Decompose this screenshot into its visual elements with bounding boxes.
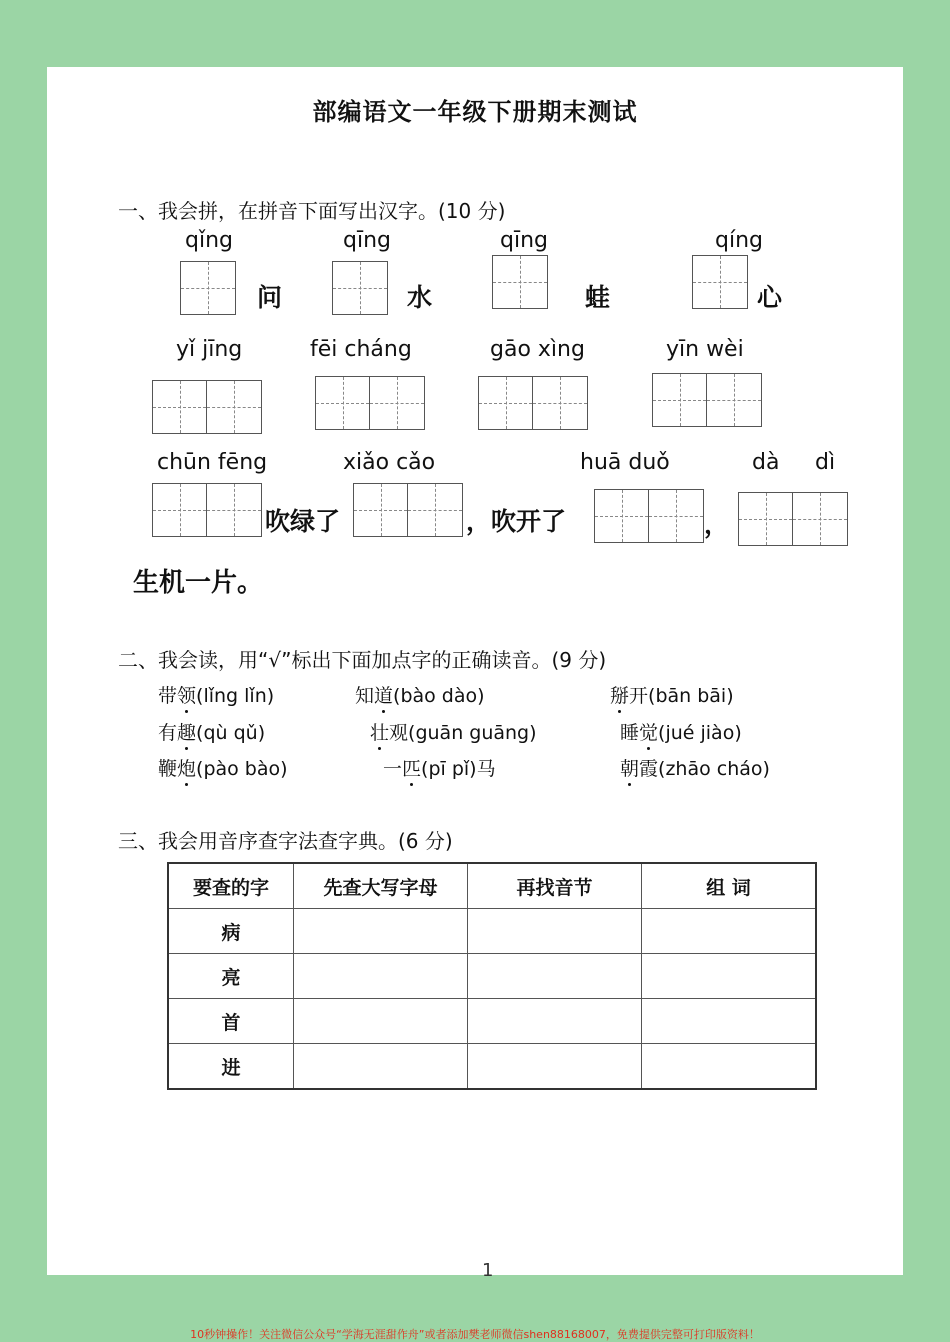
reading-item: 有趣(qù qǔ): [158, 718, 265, 745]
word-box[interactable]: [478, 376, 588, 430]
page-number: 1: [482, 1260, 494, 1281]
answer-cell[interactable]: [468, 909, 642, 954]
reading-item: 掰开(bān bāi): [610, 681, 734, 708]
pinyin: qǐng: [185, 228, 233, 253]
page-title: 部编语文一年级下册期末测试: [312, 98, 638, 126]
sentence-ending: 生机一片。: [133, 568, 264, 598]
section2-heading: 二、我会读，用“√”标出下面加点字的正确读音。(9 分): [118, 648, 607, 672]
table-row: [168, 1044, 816, 1090]
table-header-row: [168, 863, 816, 909]
word-box[interactable]: [315, 376, 425, 430]
word-box[interactable]: [652, 373, 762, 427]
answer-cell[interactable]: [642, 909, 817, 954]
pinyin: dà: [752, 450, 780, 475]
word-box[interactable]: [738, 492, 848, 546]
char-box[interactable]: [180, 261, 236, 315]
reading-item: 朝霞(zhāo cháo): [620, 754, 770, 781]
word-box[interactable]: [594, 489, 704, 543]
column-header: 组 词: [642, 863, 817, 909]
given-char: 心: [757, 283, 783, 312]
char-box[interactable]: [332, 261, 388, 315]
word-box[interactable]: [152, 380, 262, 434]
answer-cell[interactable]: [294, 999, 468, 1044]
lookup-char: 首: [168, 999, 294, 1044]
reading-item: 知道(bào dào): [355, 681, 485, 708]
answer-cell[interactable]: [294, 909, 468, 954]
answer-cell[interactable]: [642, 999, 817, 1044]
word-box[interactable]: [152, 483, 262, 537]
column-header: 先查大写字母: [294, 863, 468, 909]
sentence-text: ，吹开了: [466, 507, 567, 536]
reading-item: 睡觉(jué jiào): [620, 718, 742, 745]
answer-cell[interactable]: [642, 1044, 817, 1090]
pinyin: yǐ jīng: [176, 337, 243, 362]
pinyin: huā duǒ: [580, 450, 670, 475]
dictionary-table: [167, 862, 817, 1090]
reading-item: 带领(lǐng lǐn): [158, 681, 274, 708]
pinyin: qīng: [343, 228, 391, 253]
answer-cell[interactable]: [294, 1044, 468, 1090]
section3-heading: 三、我会用音序查字法查字典。(6 分): [118, 829, 453, 853]
char-box[interactable]: [492, 255, 548, 309]
section1-heading: 一、我会拼，在拼音下面写出汉字。(10 分): [118, 199, 506, 223]
sentence-text: 吹绿了: [265, 507, 341, 536]
char-box[interactable]: [692, 255, 748, 309]
given-char: 问: [257, 283, 283, 312]
column-header: 要查的字: [168, 863, 294, 909]
pinyin: qíng: [715, 228, 763, 253]
answer-cell[interactable]: [294, 954, 468, 999]
pinyin: dì: [815, 450, 836, 475]
sentence-text: ，: [704, 510, 730, 539]
table-row: [168, 999, 816, 1044]
pinyin: gāo xìng: [490, 337, 585, 362]
word-box[interactable]: [353, 483, 463, 537]
answer-cell[interactable]: [642, 954, 817, 999]
answer-cell[interactable]: [468, 1044, 642, 1090]
pinyin: yīn wèi: [666, 337, 744, 362]
reading-item: 鞭炮(pào bào): [158, 754, 288, 781]
table-row: [168, 954, 816, 999]
pinyin: fēi cháng: [310, 337, 412, 362]
reading-item: 一匹(pī pǐ)马: [383, 754, 496, 781]
pinyin: chūn fēng: [157, 450, 268, 475]
given-char: 蛙: [585, 283, 611, 312]
footer-promo: 10秒钟操作！关注微信公众号“学海无涯甜作舟”或者添加樊老师微信shen88168007，免费提供完整可打印版资料！: [190, 1328, 760, 1341]
lookup-char: 病: [168, 909, 294, 954]
pinyin: xiǎo cǎo: [343, 450, 436, 475]
lookup-char: 亮: [168, 954, 294, 999]
answer-cell[interactable]: [468, 954, 642, 999]
reading-item: 壮观(guān guāng): [370, 718, 537, 745]
answer-cell[interactable]: [468, 999, 642, 1044]
lookup-char: 进: [168, 1044, 294, 1090]
pinyin: qīng: [500, 228, 548, 253]
given-char: 水: [407, 283, 433, 312]
table-row: [168, 909, 816, 954]
column-header: 再找音节: [468, 863, 642, 909]
